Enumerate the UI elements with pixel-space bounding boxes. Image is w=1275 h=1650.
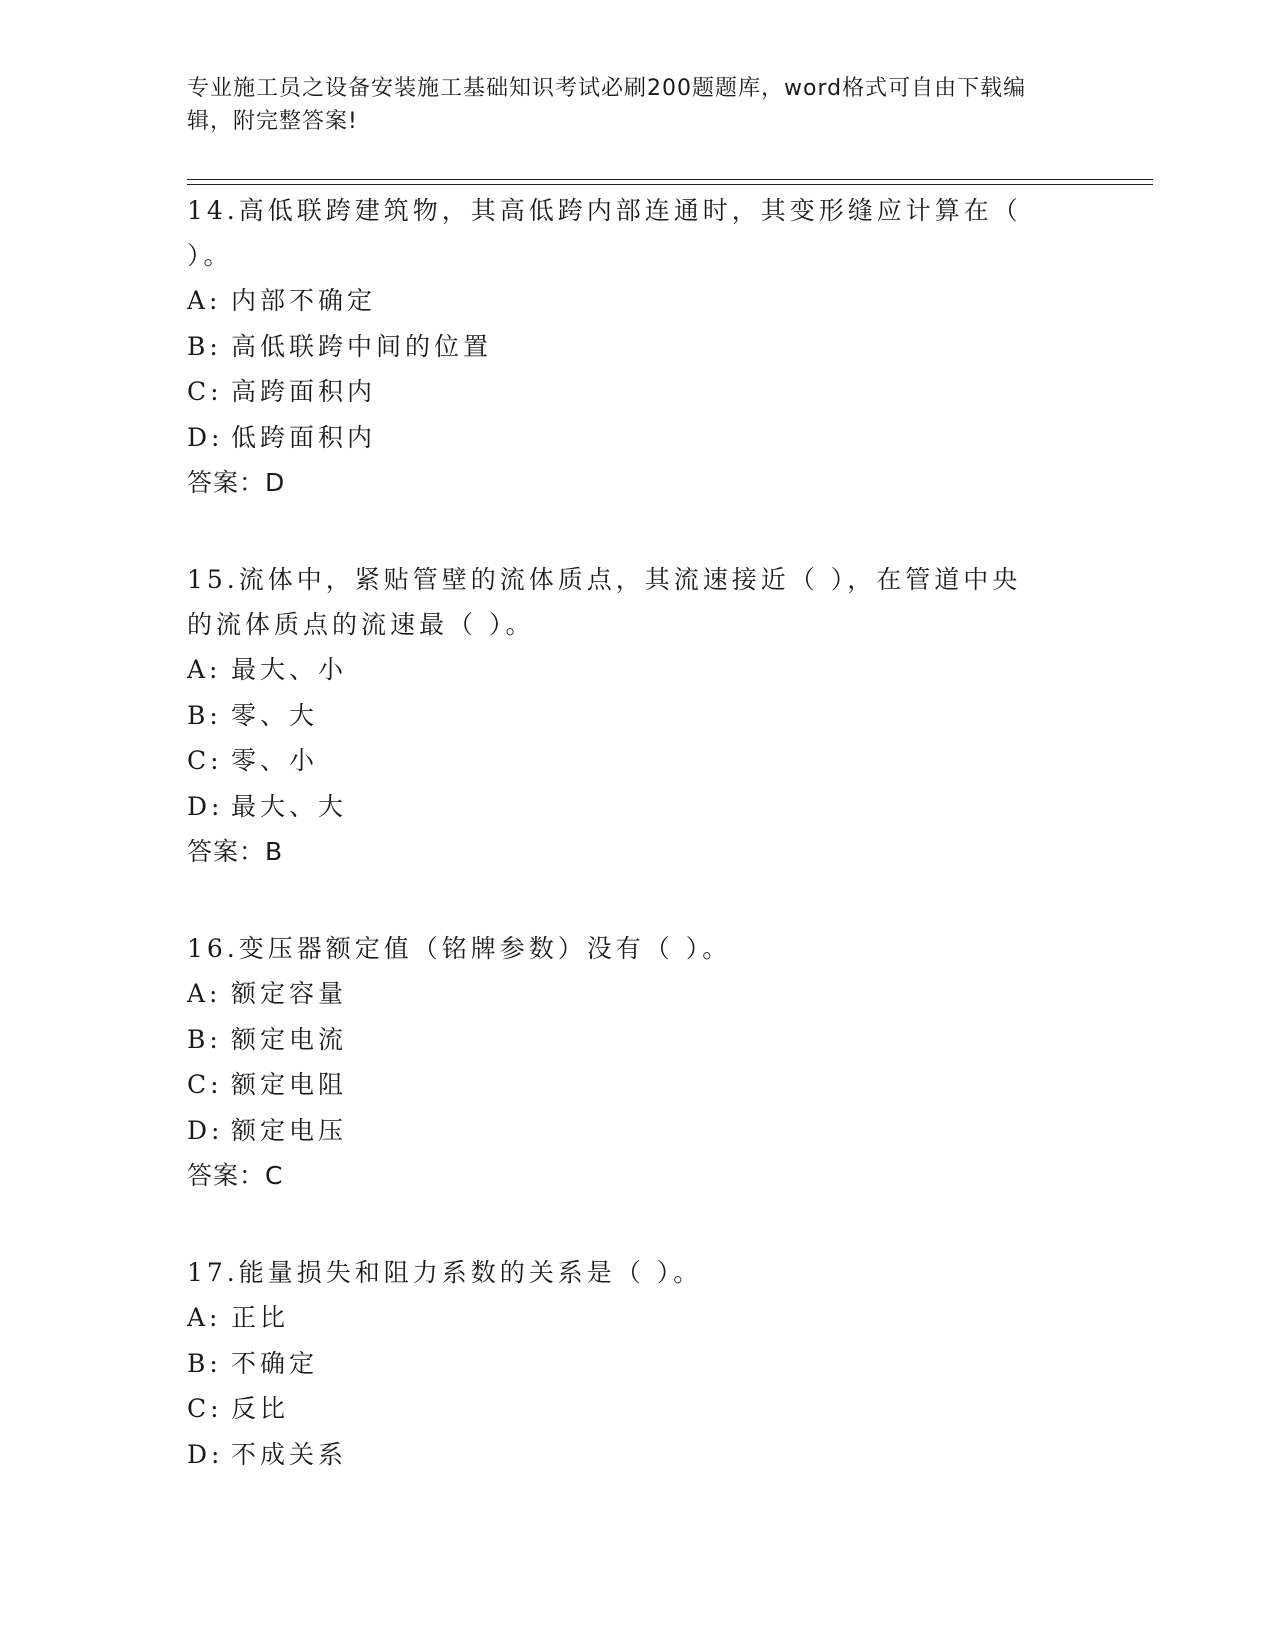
- question-text: 15.流体中，紧贴管壁的流体质点，其流速接近（ ），在管道中央的流体质点的流速最（ ）。: [187, 565, 1022, 639]
- option-text: 内部不确定: [231, 286, 377, 315]
- option-letter: D:: [187, 1115, 224, 1145]
- header-divider-top: [187, 179, 1153, 180]
- option-a: [187, 647, 1087, 693]
- question-16: [187, 926, 1087, 1198]
- question-spacer: [187, 874, 1087, 926]
- option-text: 不成关系: [231, 1439, 348, 1469]
- option-b: [187, 1017, 1087, 1063]
- document-header: 专业施工员之设备安装施工基础知识考试必刷200题题库，word格式可自由下载编辑，附完整答案!: [187, 76, 1027, 134]
- option-letter: D:: [187, 1439, 224, 1469]
- option-text: 最大、小: [231, 655, 348, 684]
- question-text: 14.高低联跨建筑物，其高低跨内部连通时，其变形缝应计算在（ ）。: [187, 196, 1022, 270]
- option-b: [187, 1341, 1087, 1387]
- option-a: [187, 971, 1087, 1017]
- option-d: [187, 415, 1087, 461]
- option-letter: A:: [187, 286, 222, 315]
- option-letter: A:: [187, 1303, 222, 1332]
- option-letter: C:: [187, 377, 223, 406]
- question-text: 17.能量损失和阻力系数的关系是（ ）。: [187, 1258, 703, 1287]
- question-list: [187, 188, 1087, 1477]
- option-text: 高低联跨中间的位置: [231, 331, 493, 361]
- option-letter: D:: [187, 422, 224, 452]
- option-text: 额定容量: [231, 979, 348, 1008]
- question-15: [187, 557, 1087, 874]
- option-letter: B:: [187, 1348, 222, 1378]
- option-letter: A:: [187, 655, 222, 684]
- option-c: [187, 1062, 1087, 1108]
- option-letter: B:: [187, 700, 222, 730]
- header-divider-bottom: [187, 184, 1153, 185]
- option-text: 额定电流: [231, 1024, 348, 1054]
- option-text: 零、小: [231, 746, 319, 775]
- question-spacer: [187, 1198, 1087, 1250]
- option-letter: C:: [187, 1394, 223, 1423]
- option-c: [187, 738, 1087, 784]
- option-text: 不确定: [231, 1348, 319, 1378]
- option-c: [187, 369, 1087, 415]
- option-d: [187, 1108, 1087, 1154]
- question-spacer: [187, 505, 1087, 557]
- option-letter: A:: [187, 979, 222, 1008]
- option-letter: C:: [187, 1070, 223, 1099]
- option-c: [187, 1386, 1087, 1432]
- option-text: 额定电阻: [231, 1070, 348, 1099]
- answer: 答案：B: [187, 837, 284, 866]
- option-text: 正比: [231, 1303, 290, 1332]
- option-letter: D:: [187, 791, 224, 821]
- option-d: [187, 1432, 1087, 1478]
- option-letter: B:: [187, 1024, 222, 1054]
- option-a: [187, 278, 1087, 324]
- option-text: 高跨面积内: [231, 377, 377, 406]
- option-text: 零、大: [231, 700, 319, 730]
- option-text: 最大、大: [231, 791, 348, 821]
- option-b: [187, 324, 1087, 370]
- answer: 答案：D: [187, 468, 286, 497]
- question-text: 16.变压器额定值（铭牌参数）没有（ ）。: [187, 934, 732, 963]
- option-text: 反比: [231, 1394, 290, 1423]
- option-text: 低跨面积内: [231, 422, 377, 452]
- answer: 答案：C: [187, 1161, 284, 1190]
- option-a: [187, 1295, 1087, 1341]
- question-14: [187, 188, 1087, 505]
- question-17: [187, 1250, 1087, 1477]
- option-d: [187, 784, 1087, 830]
- option-b: [187, 693, 1087, 739]
- option-letter: B:: [187, 331, 222, 361]
- option-letter: C:: [187, 746, 223, 775]
- option-text: 额定电压: [231, 1115, 348, 1145]
